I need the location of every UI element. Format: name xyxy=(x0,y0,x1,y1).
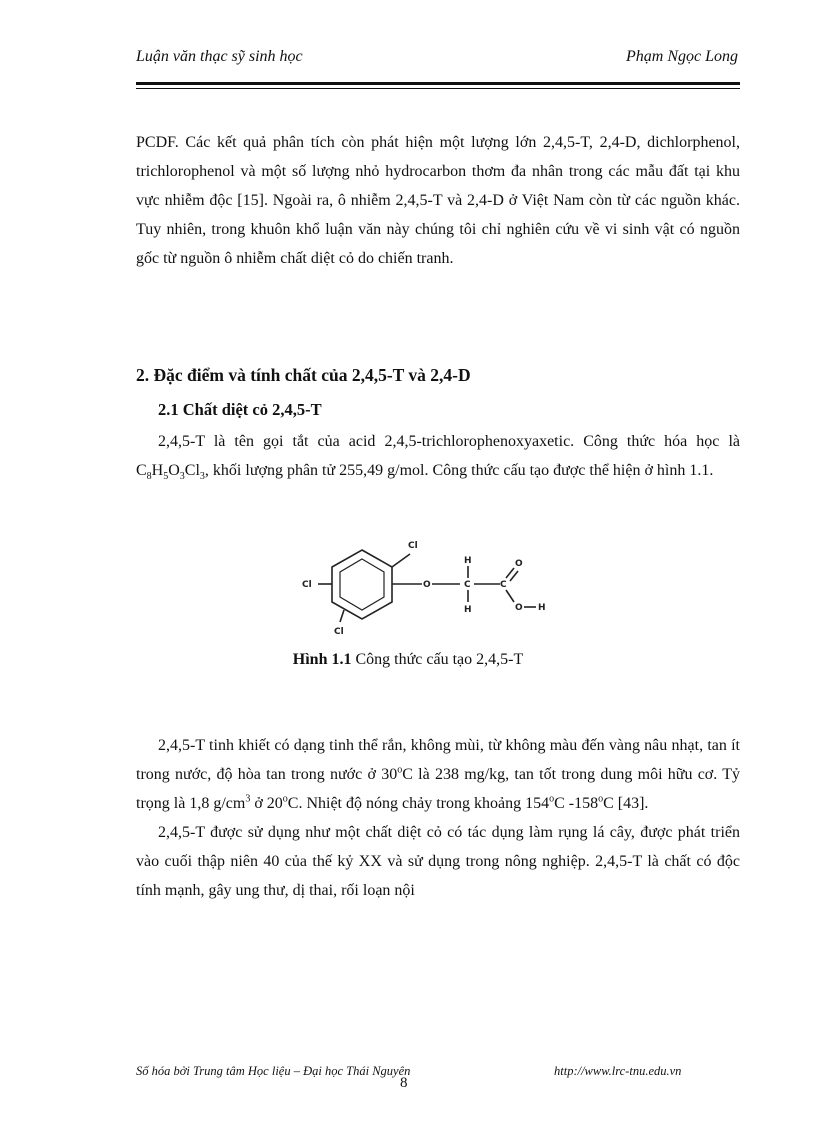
properties-paragraph-block xyxy=(136,731,740,905)
footer-url: http://www.lrc-tnu.edu.vn xyxy=(554,1064,682,1078)
page-header xyxy=(136,48,738,66)
properties-text-5: C -158 xyxy=(554,795,599,812)
degree-sup-3: o xyxy=(549,793,555,805)
header-rule-thick xyxy=(136,82,740,85)
properties-paragraph xyxy=(136,731,740,818)
section-heading: 2. Đặc điểm và tính chất của 2,4,5-T và 2,4-D xyxy=(136,365,471,385)
formula-sub-c: 8 xyxy=(146,471,152,483)
figure-caption xyxy=(0,651,816,669)
figure-caption-label: Hình 1.1 xyxy=(292,651,352,668)
atom-o-hydroxyl: O xyxy=(515,603,523,613)
header-author: Phạm Ngọc Long xyxy=(626,48,738,65)
formula-sub-o: 3 xyxy=(179,471,185,483)
header-thesis-title: Luận văn thạc sỹ sinh học xyxy=(136,48,303,65)
formula-sub-h: 5 xyxy=(163,471,169,483)
structural-formula-figure xyxy=(300,532,560,642)
atom-c-carboxyl: C xyxy=(500,580,507,590)
formula-h: H xyxy=(151,462,164,479)
formula-text-1: 2,4,5-T là tên gọi tắt của acid 2,4,5-trichlorophenoxyaxetic. Công thức hóa học là C xyxy=(136,433,740,479)
properties-text-4: C. Nhiệt độ nóng chảy trong khoảng 154 xyxy=(287,795,550,812)
atom-c-methylene: C xyxy=(464,580,471,590)
benzene-ring xyxy=(332,550,392,619)
degree-sup-2: o xyxy=(282,793,288,805)
intro-paragraph-block xyxy=(136,128,740,273)
bond-ring-cl-bottom xyxy=(340,610,344,622)
usage-paragraph: 2,4,5-T được sử dụng như một chất diệt cỏ có tác dụng làm rụng lá cây, được phát triển vào cuối thập niên 40 của thế kỷ XX và sử dụng trong nông nghiệp. 2,4,5-T là chất có độc tính mạnh, gây ung thư, dị thai, rối loạn nội xyxy=(136,824,740,899)
intro-paragraph: PCDF. Các kết quả phân tích còn phát hiện một lượng lớn 2,4,5-T, 2,4-D, dichlorphenol, trichlorophenol và một số lượng nhỏ hydrocarbon thơm đa nhân trong các mẫu đất tại khu vực nhiễm độc [15]. Ngoài ra, ô nhiễm 2,4,5-T và 2,4-D ở Việt Nam còn từ các nguồn khác. Tuy nhiên, trong khuôn khổ luận văn này chúng tôi chỉ nghiên cứu về vi sinh vật có nguồn gốc từ nguồn ô nhiễm chất diệt cỏ do chiến tranh. xyxy=(136,134,740,267)
formula-o: O xyxy=(168,462,180,479)
formula-paragraph-block xyxy=(136,427,740,485)
formula-text-2: , khối lượng phân tử 255,49 g/mol. Công thức cấu tạo được thể hiện ở hình 1.1. xyxy=(204,462,714,479)
formula-paragraph xyxy=(136,427,740,485)
atom-h-bottom: H xyxy=(464,605,472,615)
header-rule-thin xyxy=(136,88,740,89)
atom-h-top: H xyxy=(464,556,472,566)
degree-sup-1: o xyxy=(397,764,403,776)
atom-h-hydroxyl: H xyxy=(538,603,546,613)
atom-o-ether: O xyxy=(423,580,431,590)
properties-text-3: ở 20 xyxy=(250,795,283,812)
bond-c-oh xyxy=(506,590,514,602)
bond-ring-cl-top xyxy=(392,554,410,567)
degree-sup-4: o xyxy=(598,793,604,805)
properties-text-6: C [43]. xyxy=(603,795,649,812)
benzene-inner-ring xyxy=(340,559,384,610)
properties-text-1: 2,4,5-T tinh khiết có dạng tinh thể rắn, không mùi, từ không màu đến vàng nâu nhạt, tan ít trong nước, độ hòa tan trong nước ở 30 xyxy=(136,737,740,783)
atom-cl-bottom: Cl xyxy=(334,627,344,637)
subsection-heading: 2.1 Chất diệt cỏ 2,4,5-T xyxy=(158,400,322,419)
figure-caption-text: Công thức cấu tạo 2,4,5-T xyxy=(351,651,524,668)
page-number: 8 xyxy=(400,1075,408,1091)
formula-cl: Cl xyxy=(184,462,200,479)
properties-text-2: C là 238 mg/kg, tan tốt trong dung môi hữu cơ. Tỷ trọng là 1,8 g/cm xyxy=(136,766,741,812)
atom-cl-top: Cl xyxy=(408,541,418,551)
atom-o-carbonyl: O xyxy=(515,559,523,569)
atom-cl-left: Cl xyxy=(302,580,312,590)
formula-sub-cl: 3 xyxy=(199,471,205,483)
cube-sup: 3 xyxy=(245,793,251,805)
footer-digitized-by: Số hóa bởi Trung tâm Học liệu – Đại học Thái Nguyên xyxy=(136,1064,411,1078)
